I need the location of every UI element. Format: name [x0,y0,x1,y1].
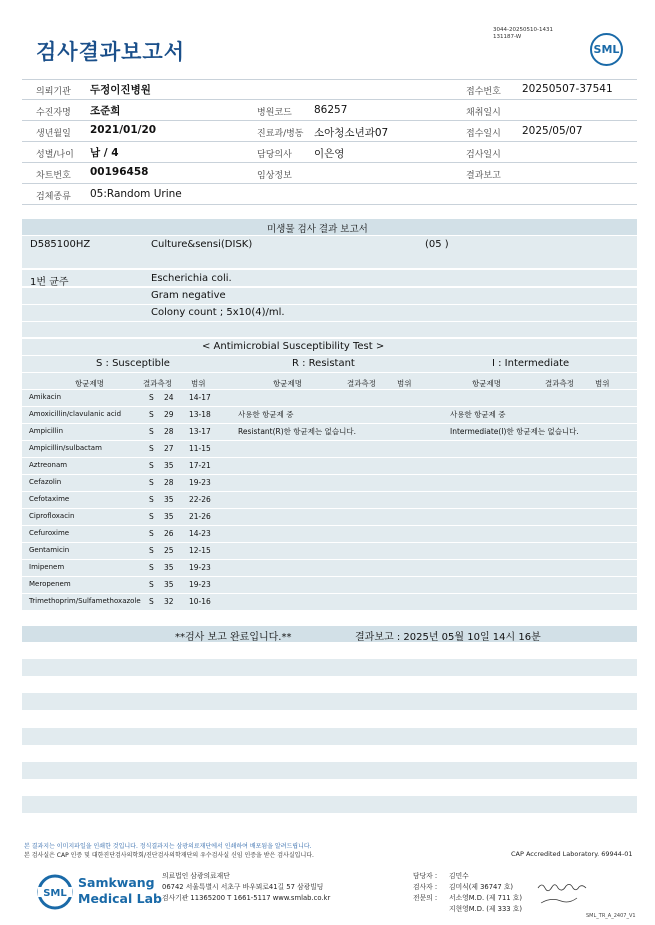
drug-name: Ampicillin [29,427,64,435]
result-report-label: 결과보고 [466,171,501,181]
drug-name: Gentamicin [29,546,70,554]
org-name: 의료법인 삼광의료재단 [162,872,230,880]
dept-label: 진료과/병동 [257,129,304,139]
drug-range: 19-23 [189,563,211,572]
organism: Escherichia coli. [151,273,232,284]
staff-name: 지현영M.D. (제 333 호) [449,905,523,913]
table-row [22,475,637,491]
drug-result: S [149,410,154,419]
drug-range: 12-15 [189,546,211,555]
table-row [22,543,637,559]
drug-name: Cefuroxime [29,529,70,537]
drug-range: 19-23 [189,478,211,487]
sex-age-label: 성별/나이 [36,150,74,160]
drug-name: Trimethoprim/Sulfamethoxazole [29,597,141,605]
drug-zone-value: 26 [164,529,174,538]
drug-result: S [149,546,154,555]
col-header-range: 범위 [595,379,610,388]
drug-range: 10-16 [189,597,211,606]
table-row [22,577,637,593]
legend-susceptible: S : Susceptible [96,358,170,369]
brand-name-2: Medical Lab [78,891,162,906]
drug-range: 11-15 [189,444,211,453]
table-row [22,509,637,525]
receipt-no-value: 20250507-37541 [522,83,613,95]
table-row [22,526,637,542]
drug-zone-value: 28 [164,427,174,436]
chart-no-label: 차트번호 [36,171,71,181]
institution-value: 두정이진병원 [90,84,151,96]
org-contact: 검사기관 11365200 T 1661-5117 www.smlab.co.kr [162,894,331,902]
drug-range: 17-21 [189,461,211,470]
doctor-value: 이은영 [314,148,345,160]
clinical-info-label: 임상정보 [257,171,292,181]
collection-date-label: 채취일시 [466,108,501,118]
ast-title: < Antimicrobial Susceptibility Test > [202,341,385,352]
drug-zone-value: 32 [164,597,174,606]
drug-name: Aztreonam [29,461,68,469]
empty-row [22,728,637,745]
band [22,236,637,253]
intermediate-note-a: 사용한 항균제 중 [450,410,506,419]
drug-name: Cefotaxime [29,495,70,503]
sex-age-value: 남 / 4 [90,147,119,159]
drug-range: 14-17 [189,393,211,402]
org-address: 06742 서울특별시 서초구 바우뫼로41길 57 삼광빌딩 [162,883,324,891]
dept-value: 소아청소년과07 [314,127,389,139]
staff-name: 김민수 [449,872,469,880]
legend-resistant: R : Resistant [292,358,355,369]
drug-result: S [149,427,154,436]
completion-text: **검사 보고 완료입니다.** [175,632,292,643]
staff-name: 서소영M.D. (제 711 호) [449,894,523,902]
drug-range: 19-23 [189,580,211,589]
chart-no-value: 00196458 [90,166,149,178]
drug-result: S [149,393,154,402]
band [22,305,637,321]
doctor-label: 담당의사 [257,150,292,160]
drug-name: Ampicillin/sulbactam [29,444,102,452]
signature-image [535,877,593,907]
sml-logo: SML [590,33,623,66]
drug-name: Meropenem [29,580,71,588]
drug-zone-value: 35 [164,580,174,589]
document-id: 3044-20250510-1431 131187-W [493,27,553,40]
staff-role: 검사자 : [413,883,438,891]
drug-range: 21-26 [189,512,211,521]
staff-role: 담당자 : [413,872,438,880]
drug-result: S [149,478,154,487]
dob-label: 생년월일 [36,129,71,139]
table-row [22,390,637,406]
col-header-result: 결과측정 [347,379,376,388]
drug-range: 13-17 [189,427,211,436]
drug-range: 13-18 [189,410,211,419]
institution-label: 의뢰기관 [36,87,71,97]
resistant-note-a: 사용한 항균제 중 [238,410,294,419]
legend-intermediate: I : Intermediate [492,358,570,369]
empty-row [22,796,637,813]
drug-result: S [149,580,154,589]
specimen-label: 검체종류 [36,192,71,202]
drug-result: S [149,563,154,572]
patient-value: 조준희 [90,105,121,117]
drug-zone-value: 25 [164,546,174,555]
form-code: SML_TR_A_2407_V1 [586,913,636,919]
staff-role: 전문의 : [413,894,438,902]
patient-label: 수진자명 [36,108,71,118]
col-header-range: 범위 [191,379,206,388]
completion-band [22,626,637,642]
drug-result: S [149,444,154,453]
intermediate-note-b: Intermediate(I)한 항균제는 없습니다. [450,427,579,436]
empty-row [22,659,637,676]
empty-row [22,693,637,710]
test-name: Culture&sensi(DISK) [151,239,253,250]
drug-name: Amikacin [29,393,62,401]
dob-value: 2021/01/20 [90,124,157,136]
test-code: D585100HZ [30,239,91,250]
accreditation-note: 본 검사실은 CAP 인증 및 대한진단검사의학회/진단검사의학재단의 우수검사실 신임 인증을 받은 검사실입니다. [24,852,314,859]
band [22,253,637,268]
test-number: (05 ) [425,239,449,250]
drug-result: S [149,512,154,521]
table-row [22,492,637,508]
receipt-date-label: 접수일시 [466,129,501,139]
hospital-code-value: 86257 [314,104,348,116]
drug-zone-value: 35 [164,461,174,470]
staff-name: 김미식(제 36747 호) [449,883,514,891]
drug-result: S [149,461,154,470]
report-time: 결과보고 : 2025년 05월 10일 14시 16분 [355,632,541,643]
cap-accreditation: CAP Accredited Laboratory. 69944-01 [511,850,633,858]
empty-row [22,762,637,779]
brand-name-1: Samkwang [78,875,155,890]
col-header-result: 결과측정 [143,379,172,388]
col-header-result: 결과측정 [545,379,574,388]
col-header-drug: 항균제명 [273,379,302,388]
drug-zone-value: 35 [164,512,174,521]
drug-zone-value: 29 [164,410,174,419]
drug-name: Cefazolin [29,478,62,486]
drug-zone-value: 35 [164,495,174,504]
gram-stain: Gram negative [151,290,226,301]
isolate-label: 1번 균주 [30,277,69,288]
drug-result: S [149,529,154,538]
receipt-no-label: 접수번호 [466,87,501,97]
sml-footer-logo [36,873,74,911]
hospital-code-label: 병원코드 [257,108,292,118]
drug-result: S [149,597,154,606]
drug-zone-value: 28 [164,478,174,487]
band [22,322,637,337]
resistant-note-b: Resistant(R)한 항균제는 없습니다. [238,427,357,436]
drug-name: Ciprofloxacin [29,512,75,520]
drug-name: Imipenem [29,563,65,571]
drug-range: 22-26 [189,495,211,504]
svg-text:SML: SML [43,888,67,899]
drug-zone-value: 27 [164,444,174,453]
print-notice: 본 결과지는 이미지파일을 인쇄한 것입니다. 정식결과지는 삼광의료재단에서 인쇄하여 배포됨을 알려드립니다. [24,843,312,850]
drug-result: S [149,495,154,504]
table-row [22,458,637,474]
band [22,270,637,286]
page-title: 검사결과보고서 [36,40,186,64]
drug-zone-value: 24 [164,393,174,402]
table-row [22,560,637,576]
col-header-drug: 항균제명 [472,379,501,388]
specimen-value: 05:Random Urine [90,188,182,200]
col-header-drug: 항균제명 [75,379,104,388]
colony-count: Colony count ; 5x10(4)/ml. [151,307,285,318]
drug-name: Amoxicillin/clavulanic acid [29,410,122,418]
drug-zone-value: 35 [164,563,174,572]
drug-range: 14-23 [189,529,211,538]
section-title: 미생물 검사 결과 보고서 [267,224,368,235]
table-row [22,441,637,457]
col-header-range: 범위 [397,379,412,388]
receipt-date-value: 2025/05/07 [522,125,583,137]
band [22,288,637,304]
test-date-label: 검사일시 [466,150,501,160]
